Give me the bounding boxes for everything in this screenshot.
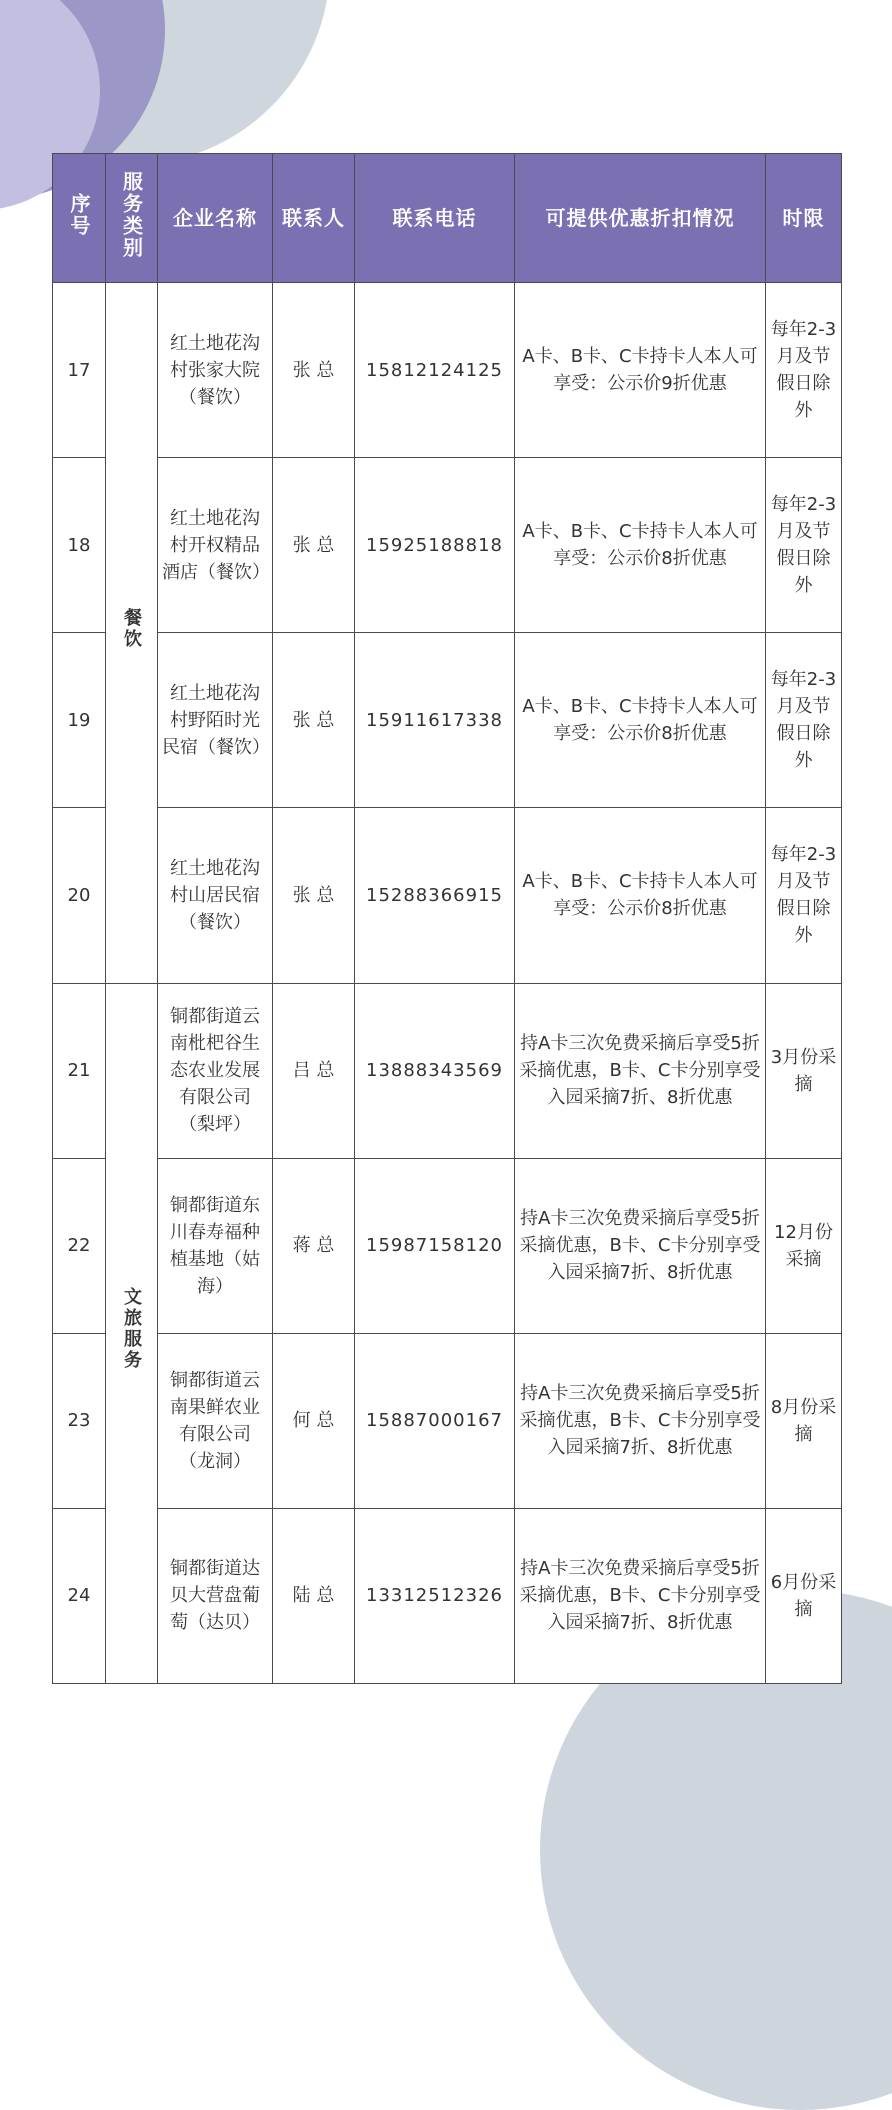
row-no: 23 [53, 1333, 106, 1508]
time-limit: 6月份采摘 [766, 1508, 842, 1683]
phone-number: 15925188818 [355, 458, 515, 633]
phone-number: 15911617338 [355, 633, 515, 808]
header-period: 时限 [766, 154, 842, 283]
table-row [53, 983, 842, 1158]
discount-info: 持A卡三次免费采摘后享受5折采摘优惠，B卡、C卡分别享受入园采摘7折、8折优惠 [515, 1333, 766, 1508]
contact-person: 张 总 [273, 633, 355, 808]
header-discount: 可提供优惠折扣情况 [515, 154, 766, 283]
contact-person: 蒋 总 [273, 1158, 355, 1333]
row-no: 21 [53, 983, 106, 1158]
time-limit: 8月份采摘 [766, 1333, 842, 1508]
row-no: 17 [53, 283, 106, 458]
table-row [53, 808, 842, 983]
contact-person: 吕 总 [273, 983, 355, 1158]
time-limit: 12月份采摘 [766, 1158, 842, 1333]
contact-person: 张 总 [273, 283, 355, 458]
category-culture-tourism: 文旅服务 [106, 983, 158, 1684]
discount-info: A卡、B卡、C卡持卡人本人可享受：公示价9折优惠 [515, 283, 766, 458]
phone-number: 15812124125 [355, 283, 515, 458]
time-limit: 每年2-3月及节假日除外 [766, 458, 842, 633]
row-no: 19 [53, 633, 106, 808]
phone-number: 13312512326 [355, 1508, 515, 1683]
time-limit: 每年2-3月及节假日除外 [766, 283, 842, 458]
time-limit: 3月份采摘 [766, 983, 842, 1158]
table-row [53, 633, 842, 808]
company-name: 铜都街道东川春寿福种植基地（姑海） [158, 1158, 273, 1333]
company-name: 红土地花沟村张家大院（餐饮） [158, 283, 273, 458]
discount-info: 持A卡三次免费采摘后享受5折采摘优惠，B卡、C卡分别享受入园采摘7折、8折优惠 [515, 1158, 766, 1333]
phone-number: 15987158120 [355, 1158, 515, 1333]
time-limit: 每年2-3月及节假日除外 [766, 808, 842, 983]
table-row [53, 1508, 842, 1683]
header-company: 企业名称 [158, 154, 273, 283]
discount-info: A卡、B卡、C卡持卡人本人可享受：公示价8折优惠 [515, 458, 766, 633]
company-name: 红土地花沟村山居民宿（餐饮） [158, 808, 273, 983]
table-header-row [53, 154, 842, 283]
discount-info: 持A卡三次免费采摘后享受5折采摘优惠，B卡、C卡分别享受入园采摘7折、8折优惠 [515, 983, 766, 1158]
header-category: 服务类别 [106, 154, 158, 283]
contact-person: 何 总 [273, 1333, 355, 1508]
phone-number: 15288366915 [355, 808, 515, 983]
contact-person: 张 总 [273, 458, 355, 633]
company-name: 铜都街道云南枇杷谷生态农业发展有限公司（梨坪） [158, 983, 273, 1158]
time-limit: 每年2-3月及节假日除外 [766, 633, 842, 808]
table-row [53, 1158, 842, 1333]
row-no: 18 [53, 458, 106, 633]
header-phone: 联系电话 [355, 154, 515, 283]
header-contact: 联系人 [273, 154, 355, 283]
header-no: 序号 [53, 154, 106, 283]
company-name: 红土地花沟村开权精品酒店（餐饮） [158, 458, 273, 633]
table-row [53, 458, 842, 633]
contact-person: 陆 总 [273, 1508, 355, 1683]
phone-number: 13888343569 [355, 983, 515, 1158]
row-no: 22 [53, 1158, 106, 1333]
row-no: 20 [53, 808, 106, 983]
company-name: 铜都街道达贝大营盘葡萄（达贝） [158, 1508, 273, 1683]
company-name: 红土地花沟村野陌时光民宿（餐饮） [158, 633, 273, 808]
table-row [53, 1333, 842, 1508]
table-row [53, 283, 842, 458]
discount-info: 持A卡三次免费采摘后享受5折采摘优惠，B卡、C卡分别享受入园采摘7折、8折优惠 [515, 1508, 766, 1683]
phone-number: 15887000167 [355, 1333, 515, 1508]
company-name: 铜都街道云南果鲜农业有限公司（龙洞） [158, 1333, 273, 1508]
contact-person: 张 总 [273, 808, 355, 983]
row-no: 24 [53, 1508, 106, 1683]
discount-table [52, 153, 842, 1684]
discount-info: A卡、B卡、C卡持卡人本人可享受：公示价8折优惠 [515, 808, 766, 983]
discount-info: A卡、B卡、C卡持卡人本人可享受：公示价8折优惠 [515, 633, 766, 808]
category-dining: 餐饮 [106, 283, 158, 984]
